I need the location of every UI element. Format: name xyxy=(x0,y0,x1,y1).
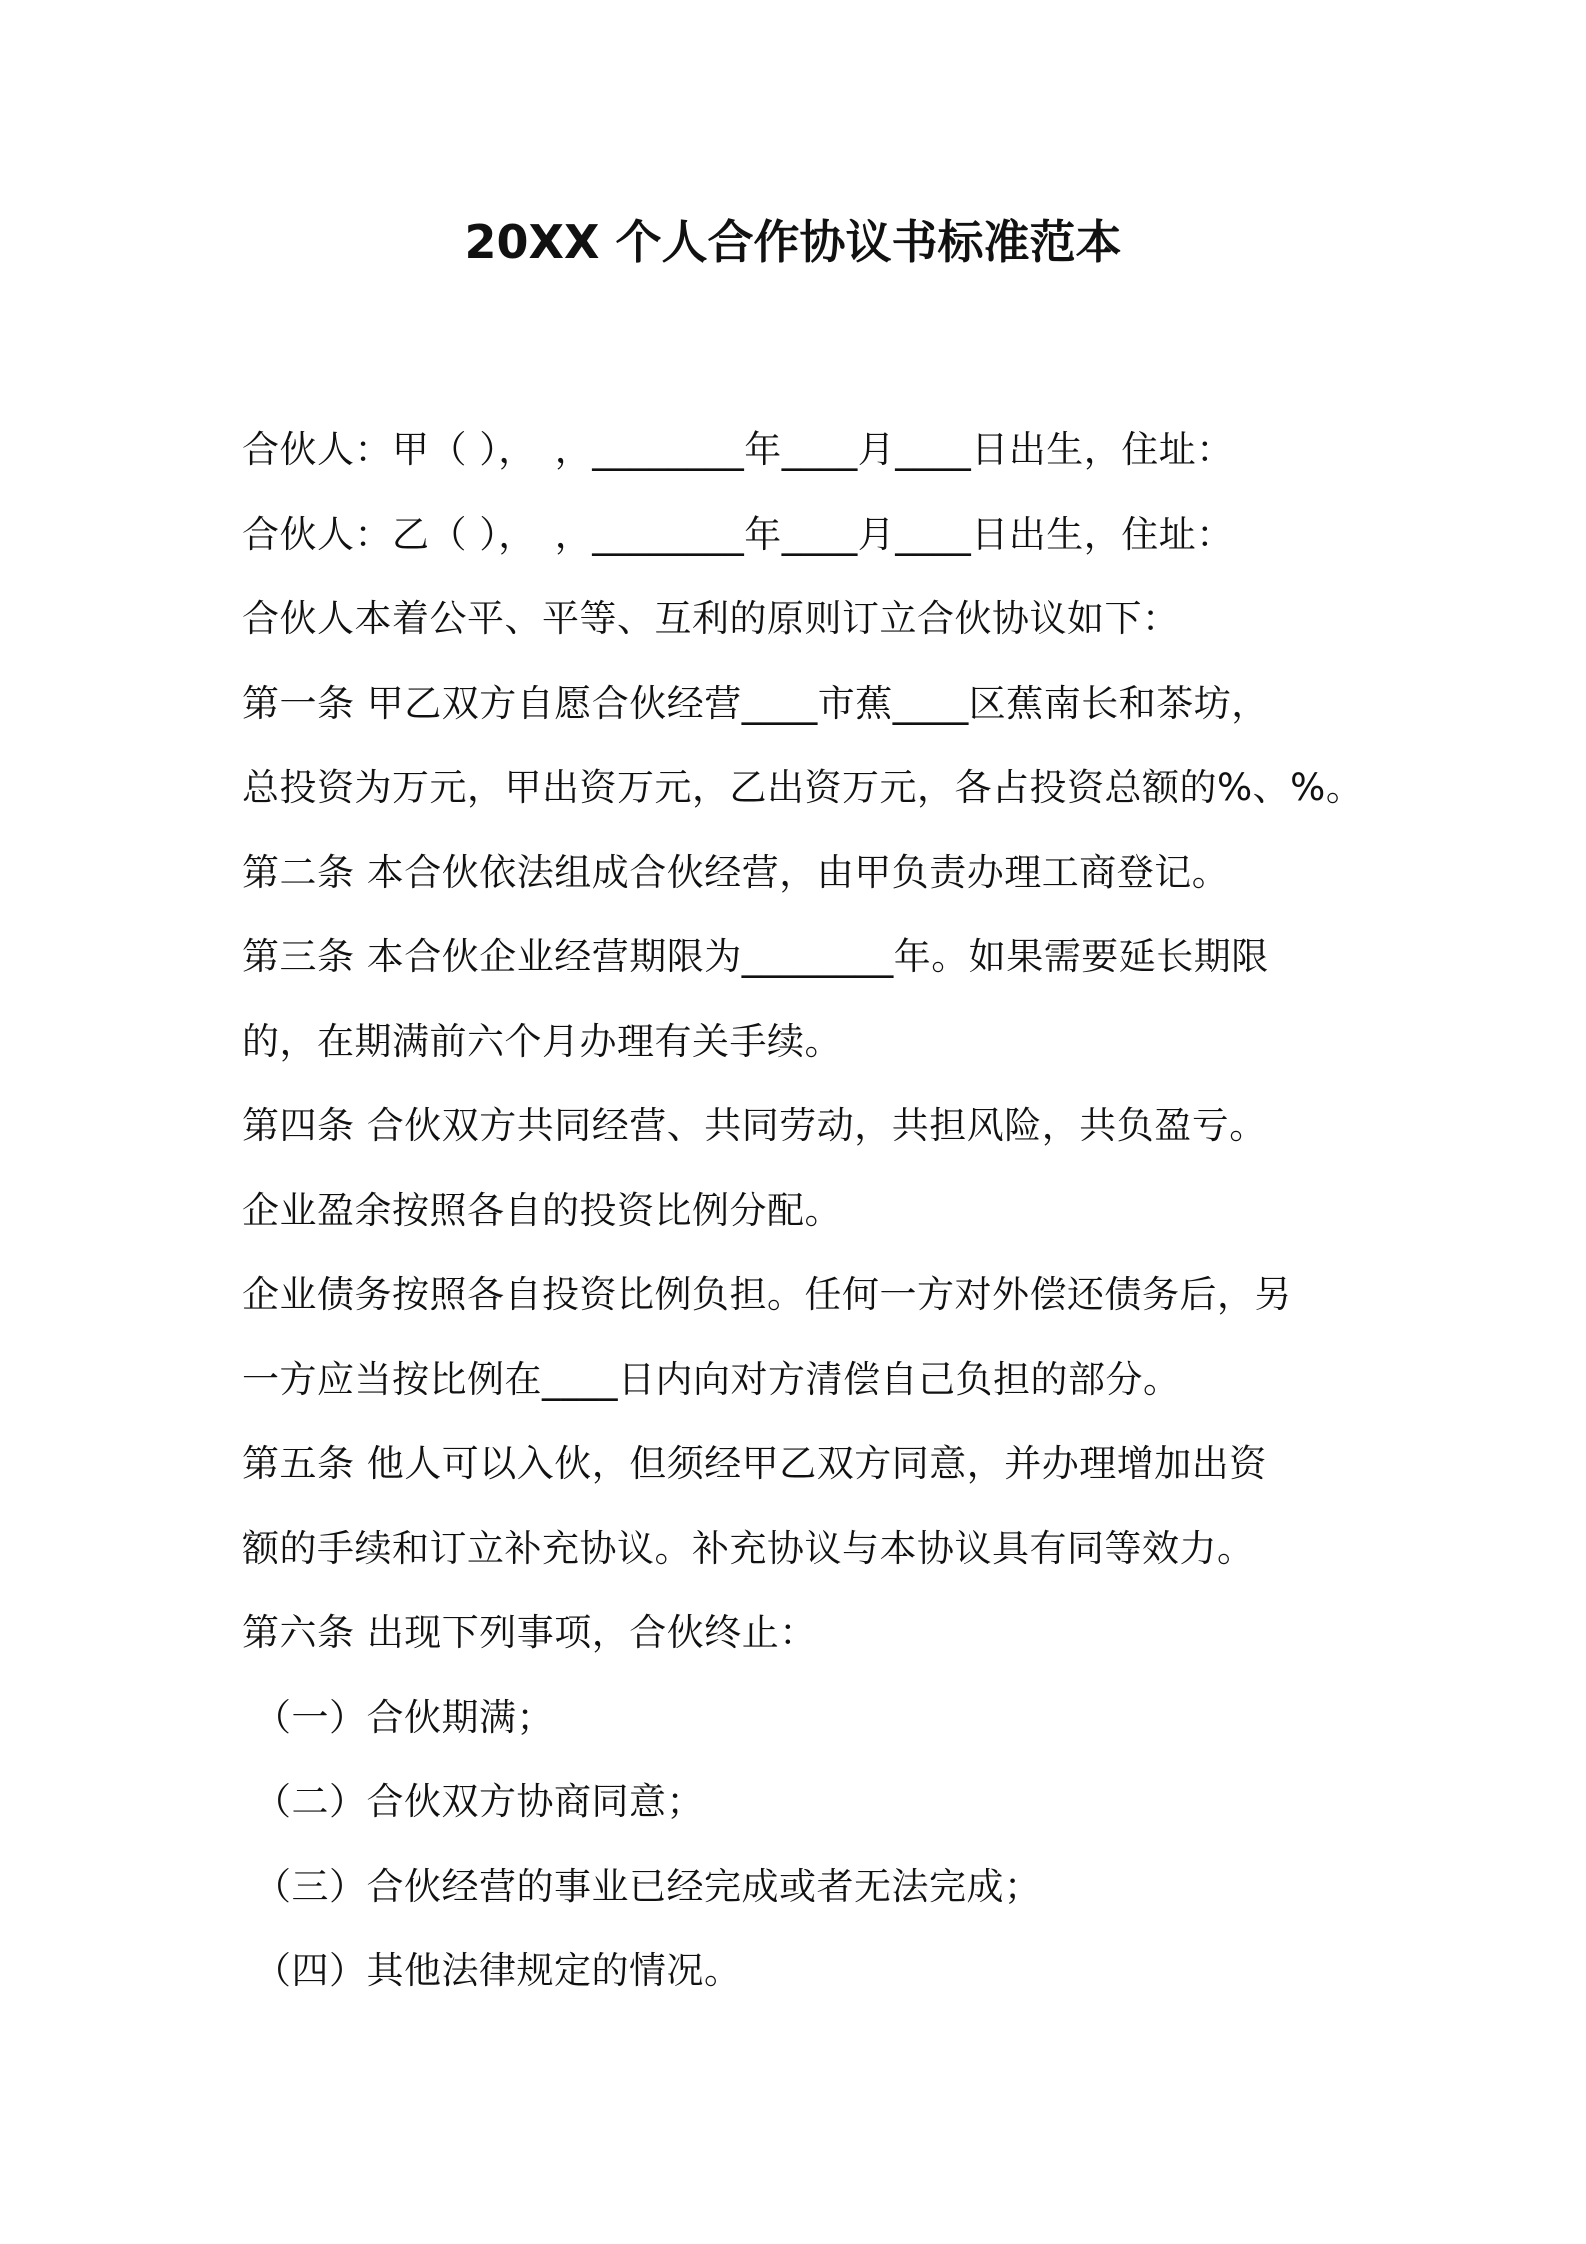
article-1-line-2: 总投资为万元，甲出资万元，乙出资万元，各占投资总额的%、%。 xyxy=(242,766,1364,809)
partner-a-line: 合伙人：甲（ ）， ，________年____月____日出生，住址： xyxy=(242,428,1234,471)
article-6-item-4: （四）其他法律规定的情况。 xyxy=(254,1949,742,1992)
partner-b-line: 合伙人：乙（ ）， ，________年____月____日出生，住址： xyxy=(242,512,1234,556)
document-title: 20XX 个人合作协议书标准范本 xyxy=(464,215,1122,269)
article-1-line-1: 第一条 甲乙双方自愿合伙经营____市蕉____区蕉南长和茶坊， xyxy=(242,681,1269,725)
article-4-line-1: 第四条 合伙双方共同经营、共同劳动，共担风险，共负盈亏。 xyxy=(242,1104,1267,1147)
preamble-line: 合伙人本着公平、平等、互利的原则订立合伙协议如下： xyxy=(242,597,1180,640)
article-6-item-2: （二）合伙双方协商同意； xyxy=(254,1780,704,1823)
article-2-line: 第二条 本合伙依法组成合伙经营，由甲负责办理工商登记。 xyxy=(242,850,1230,894)
document-body xyxy=(242,408,1362,2014)
article-6-line: 第六条 出现下列事项，合伙终止： xyxy=(242,1611,817,1654)
article-4-line-2: 企业盈余按照各自的投资比例分配。 xyxy=(242,1188,842,1232)
article-6-item-1: （一）合伙期满； xyxy=(254,1695,554,1739)
article-3-line-2: 的，在期满前六个月办理有关手续。 xyxy=(242,1019,842,1063)
article-6-item-3: （三）合伙经营的事业已经完成或者无法完成； xyxy=(254,1864,1042,1908)
article-5-line-1: 第五条 他人可以入伙，但须经甲乙双方同意，并办理增加出资 xyxy=(242,1442,1267,1485)
article-5-line-2: 额的手续和订立补充协议。补充协议与本协议具有同等效力。 xyxy=(242,1526,1255,1570)
article-4-line-4: 一方应当按比例在____日内向对方清偿自己负担的部分。 xyxy=(242,1357,1181,1401)
article-4-line-3: 企业债务按照各自投资比例负担。任何一方对外偿还债务后，另 xyxy=(242,1273,1292,1316)
article-3-line-1: 第三条 本合伙企业经营期限为________年。如果需要延长期限 xyxy=(242,935,1269,978)
